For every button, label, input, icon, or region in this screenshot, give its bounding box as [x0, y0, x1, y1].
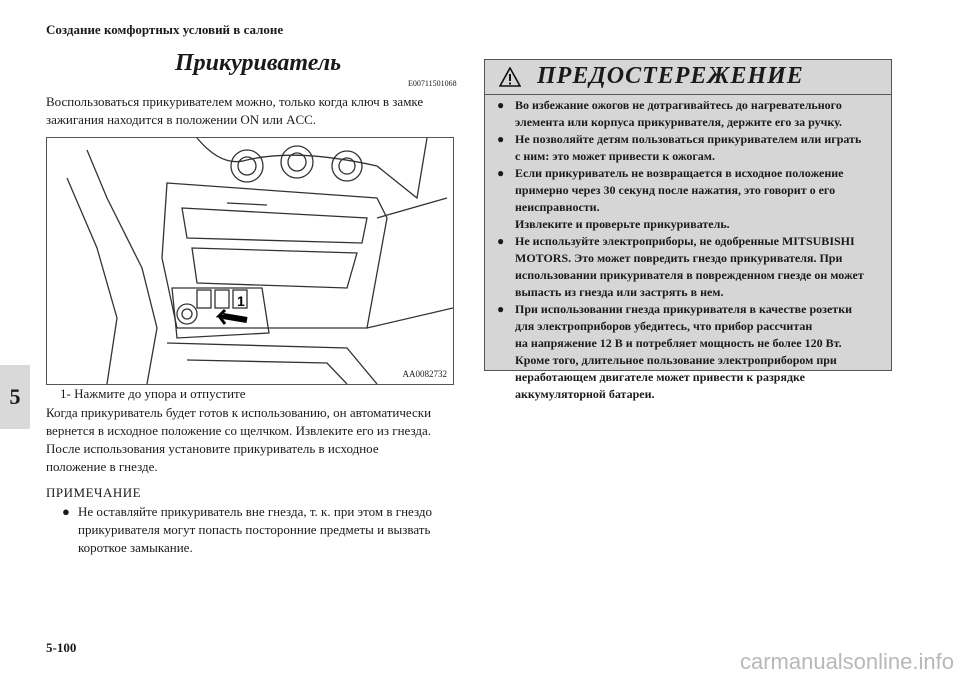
bullet-icon: ●: [497, 132, 505, 146]
page-number: 5-100: [46, 640, 77, 655]
note-line: Не оставляйте прикуриватель вне гнезда, т. к. при этом в гнездо: [78, 504, 432, 519]
warning-line: MOTORS. Это может повредить гнездо прикуривателя. При: [515, 251, 843, 265]
section-title: Прикуриватель: [175, 50, 342, 76]
warning-item: [495, 233, 885, 301]
warning-line: использовании прикуривателя в поврежденном гнезде он может: [515, 268, 864, 282]
warning-line: Не используйте электроприборы, не одобренные MITSUBISHI: [515, 234, 855, 248]
watermark: carmanualsonline.info: [739, 649, 954, 674]
warning-line: неработающем двигателе может привести к разрядке: [515, 370, 805, 384]
bullet-icon: ●: [497, 302, 505, 316]
warning-line: для электроприборов убедитесь, что прибор рассчитан: [515, 319, 813, 333]
intro-paragraph: [46, 93, 466, 129]
warning-title: ПРЕДОСТЕРЕЖЕНИЕ: [537, 63, 804, 89]
warning-line: Во избежание ожогов не дотрагивайтесь до нагревательного: [515, 98, 842, 112]
warning-line: неисправности.: [515, 200, 600, 214]
warning-line: При использовании гнезда прикуривателя в качестве розетки: [515, 302, 853, 316]
warning-line: на напряжение 12 В и потребляет мощность не более 120 Вт.: [515, 336, 842, 350]
warning-item: [495, 97, 885, 131]
warning-line: Не позволяйте детям пользоваться прикуривателем или играть: [515, 132, 862, 146]
note-item: [62, 503, 458, 557]
warning-item: [495, 301, 885, 403]
warning-line: Кроме того, длительное пользование электроприбором при: [515, 353, 837, 367]
intro-line: зажигания находится в положении ON или ACC.: [46, 112, 317, 127]
body-paragraph: [46, 404, 458, 476]
warning-header: [485, 60, 891, 95]
figure-code: AA0082732: [402, 369, 447, 379]
chapter-tab: 5: [0, 365, 30, 429]
warning-line: выпасть из гнезда или застрять в нем.: [515, 285, 724, 299]
warning-item: [495, 165, 885, 233]
section-code: E00711501068: [408, 79, 457, 88]
bullet-icon: ●: [497, 234, 505, 248]
running-header: Создание комфортных условий в салоне: [46, 22, 284, 37]
body-line: вернется в исходное положение со щелчком. Извлеките его из гнезда.: [46, 423, 431, 438]
callout-label: 1: [237, 293, 245, 309]
warning-line: с ним: это может привести к ожогам.: [515, 149, 715, 163]
warning-line: Если прикуриватель не возвращается в исходное положение: [515, 166, 844, 180]
warning-triangle-icon: [499, 67, 521, 87]
cigarette-lighter-illustration: [46, 137, 454, 385]
dashboard-drawing: [47, 138, 453, 384]
step-caption: 1- Нажмите до упора и отпустите: [60, 386, 246, 401]
warning-list: [495, 97, 885, 403]
warning-box: [484, 59, 892, 401]
note-line: короткое замыкание.: [78, 540, 193, 555]
intro-line: Воспользоваться прикуривателем можно, только когда ключ в замке: [46, 94, 424, 109]
body-line: Когда прикуриватель будет готов к использованию, он автоматически: [46, 405, 432, 420]
warning-line: элемента или корпуса прикуривателя, держите его за ручку.: [515, 115, 842, 129]
bullet-icon: ●: [62, 504, 70, 519]
warning-line: Извлеките и проверьте прикуриватель.: [515, 217, 730, 231]
body-line: После использования установите прикуриватель в исходное: [46, 441, 379, 456]
bullet-icon: ●: [497, 98, 505, 112]
bullet-icon: ●: [497, 166, 505, 180]
note-line: прикуривателя могут попасть посторонние предметы и вызвать: [78, 522, 431, 537]
warning-item: [495, 131, 885, 165]
note-heading: ПРИМЕЧАНИЕ: [46, 485, 142, 500]
warning-line: аккумуляторной батареи.: [515, 387, 655, 401]
body-line: положение в гнезде.: [46, 459, 158, 474]
warning-line: примерно через 30 секунд после нажатия, это говорит о его: [515, 183, 836, 197]
